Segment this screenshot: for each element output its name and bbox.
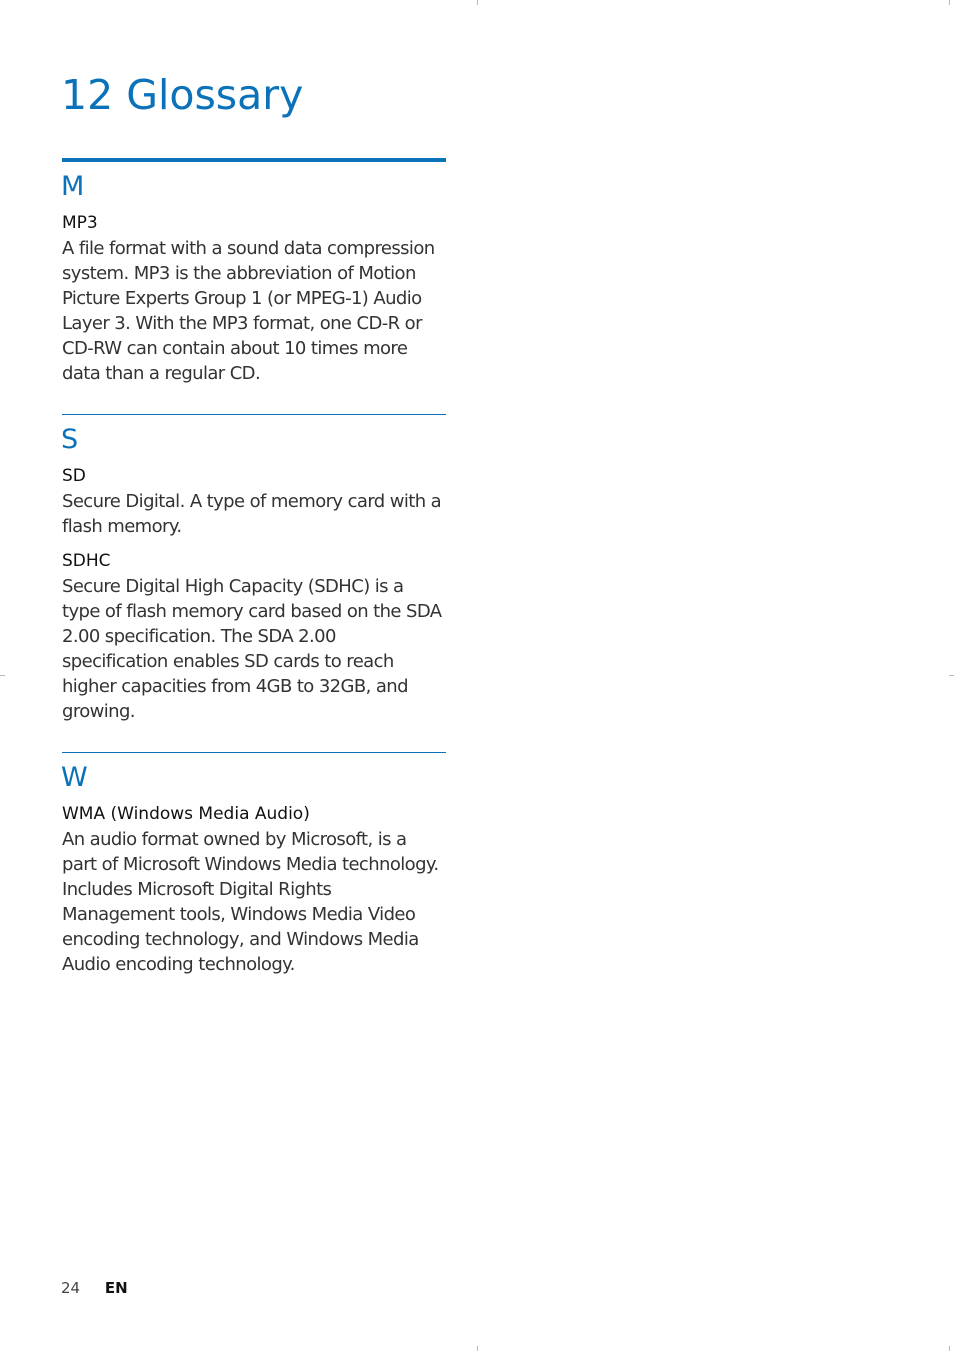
section-divider [62,158,446,162]
page-footer [61,1277,128,1299]
section-divider [62,414,446,415]
section-letter: S [61,424,79,455]
crop-mark-left [0,675,5,676]
entry-term: WMA (Windows Media Audio) [62,804,310,824]
crop-mark-top [477,0,478,5]
entry-definition: An audio format owned by Microsoft, is a part of Microsoft Windows Media technology. Includes Microsoft Digital Rights Management tools, Windows Media Video encoding technology, and Windows Media Audio encoding technology. [62,829,439,975]
entry-definition: Secure Digital High Capacity (SDHC) is a type of flash memory card based on the SDA 2.00 specification. The SDA 2.00 specification enables SD cards to reach higher capacities from 4GB to 32GB, and growing. [62,576,442,722]
language-code: EN [104,1279,128,1297]
entry-definition: Secure Digital. A type of memory card with a flash memory. [62,491,442,537]
glossary-entry-sdhc [62,549,446,724]
glossary-content [62,158,446,977]
glossary-section-s [62,414,446,724]
section-divider [62,752,446,753]
page-number: 24 [61,1279,81,1297]
entry-definition: A file format with a sound data compression system. MP3 is the abbreviation of Motion Picture Experts Group 1 (or MPEG-1) Audio Layer 3. With the MP3 format, one CD-R or CD-RW can contain about 10 times more data than a regular CD. [62,238,435,384]
crop-mark-right [949,675,954,676]
crop-mark-bottom-right [949,1346,950,1351]
glossary-section-m [62,158,446,386]
section-letter: W [61,762,88,793]
crop-mark-bottom [477,1346,478,1351]
section-letter: M [61,171,85,202]
glossary-section-w [62,752,446,977]
entry-term: MP3 [62,213,98,233]
entry-term: SDHC [62,551,111,571]
crop-mark-top-right [949,0,950,5]
page-title: 12 Glossary [61,71,304,119]
glossary-entry-wma [62,802,446,977]
glossary-entry-mp3 [62,211,446,386]
glossary-entry-sd [62,464,446,539]
entry-term: SD [62,466,86,486]
